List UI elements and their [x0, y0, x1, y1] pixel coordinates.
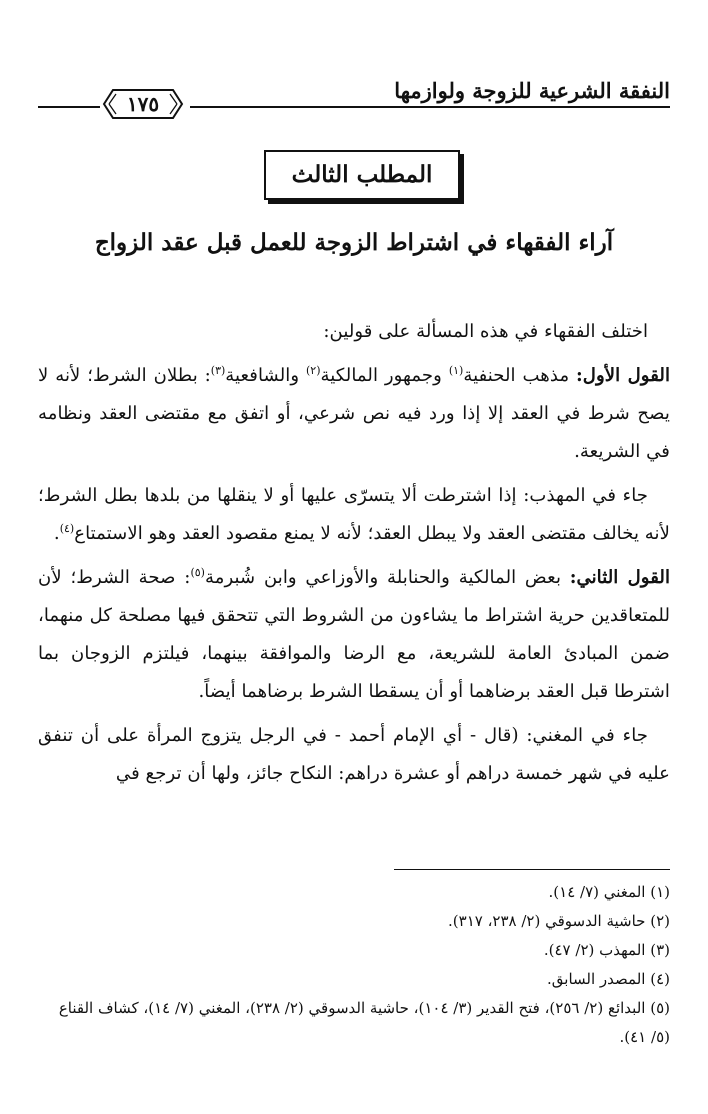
text-span: وجمهور المالكية [320, 365, 449, 386]
body-text [38, 313, 670, 793]
section-label-box [264, 150, 460, 200]
paragraph-muhadhdhab [38, 477, 670, 553]
footnote-ref: (٤) [59, 521, 75, 535]
page-number-frame [100, 86, 186, 122]
text-span: : بطلان الشرط؛ لأنه لا يصح شرط في العقد إلا إذا ورد فيه نص شرعي، أو اتفق مع مقتضى العقد ونظامه في الشريعة. [38, 365, 670, 462]
term-second-opinion: القول الثاني: [569, 567, 670, 588]
footnote: (٥) البدائع (٢/ ٢٥٦)، فتح القدير (٣/ ١٠٤)، حاشية الدسوقي (٢/ ٢٣٨)، المغني (٧/ ١٤)، كشاف القناع (٥/ ٤١). [58, 999, 670, 1046]
footnote-separator [394, 869, 670, 870]
footnote: (٣) المهذب (٢/ ٤٧). [543, 941, 670, 959]
term-first-opinion: القول الأول: [576, 365, 670, 386]
section-title: آراء الفقهاء في اشتراط الزوجة للعمل قبل عقد الزواج [94, 229, 614, 256]
footnote: (١) المغني (٧/ ١٤). [548, 883, 670, 901]
footnote-ref: (٥) [190, 565, 205, 579]
footnote: (٤) المصدر السابق. [547, 970, 670, 988]
footnote-ref: (٣) [210, 363, 226, 377]
paragraph-first-opinion [38, 357, 670, 471]
section-label: المطلب الثالث [291, 161, 433, 188]
paragraph-intro: اختلف الفقهاء في هذه المسألة على قولين: [323, 321, 648, 342]
running-title: النفقة الشرعية للزوجة ولوازمها [394, 78, 670, 103]
footnote-ref: (٢) [306, 363, 321, 377]
text-span: مذهب الحنفية [463, 365, 577, 386]
paragraph-mughni: جاء في المغني: (قال - أي الإمام أحمد - في الرجل يتزوج المرأة على أن تنفق عليه في شهر خمسة دراهم أو عشرة دراهم: النكاح جائز، ولها أن ترجع في [38, 725, 670, 784]
footnotes [38, 878, 670, 1052]
header-rule [190, 106, 670, 108]
page-number: ١٧٥ [126, 92, 160, 116]
footnote-ref: (١) [448, 363, 464, 377]
text-span: : صحة الشرط؛ لأن للمتعاقدين حرية اشتراط ما يشاءون من الشروط التي تتحقق فيها مصلحة كل منهما، ضمن المبادئ العامة للشريعة، مع الرضا والموافقة بينهما، فيلتزم الزوجان بما اشترطا قبل العقد برضاهما أو أن يسقطا الشرط برضاهما أيضاً. [38, 567, 670, 702]
text-span: جاء في المهذب: إذا اشترطت ألا يتسرّى عليها أو لا ينقلها من بلدها بطل الشرط؛ لأنه يخالف مقتضى العقد ولا يبطل العقد؛ لأنه لا يمنع مقصود العقد وهو الاستمتاع [38, 485, 670, 544]
text-span: والشافعية [225, 365, 306, 386]
paragraph-second-opinion [38, 559, 670, 711]
header-rule-left [38, 106, 100, 108]
text-span: بعض المالكية والحنابلة والأوزاعي وابن شُبرمة [204, 567, 570, 588]
footnote: (٢) حاشية الدسوقي (٢/ ٢٣٨، ٣١٧). [448, 912, 670, 930]
text-span: . [53, 523, 60, 544]
